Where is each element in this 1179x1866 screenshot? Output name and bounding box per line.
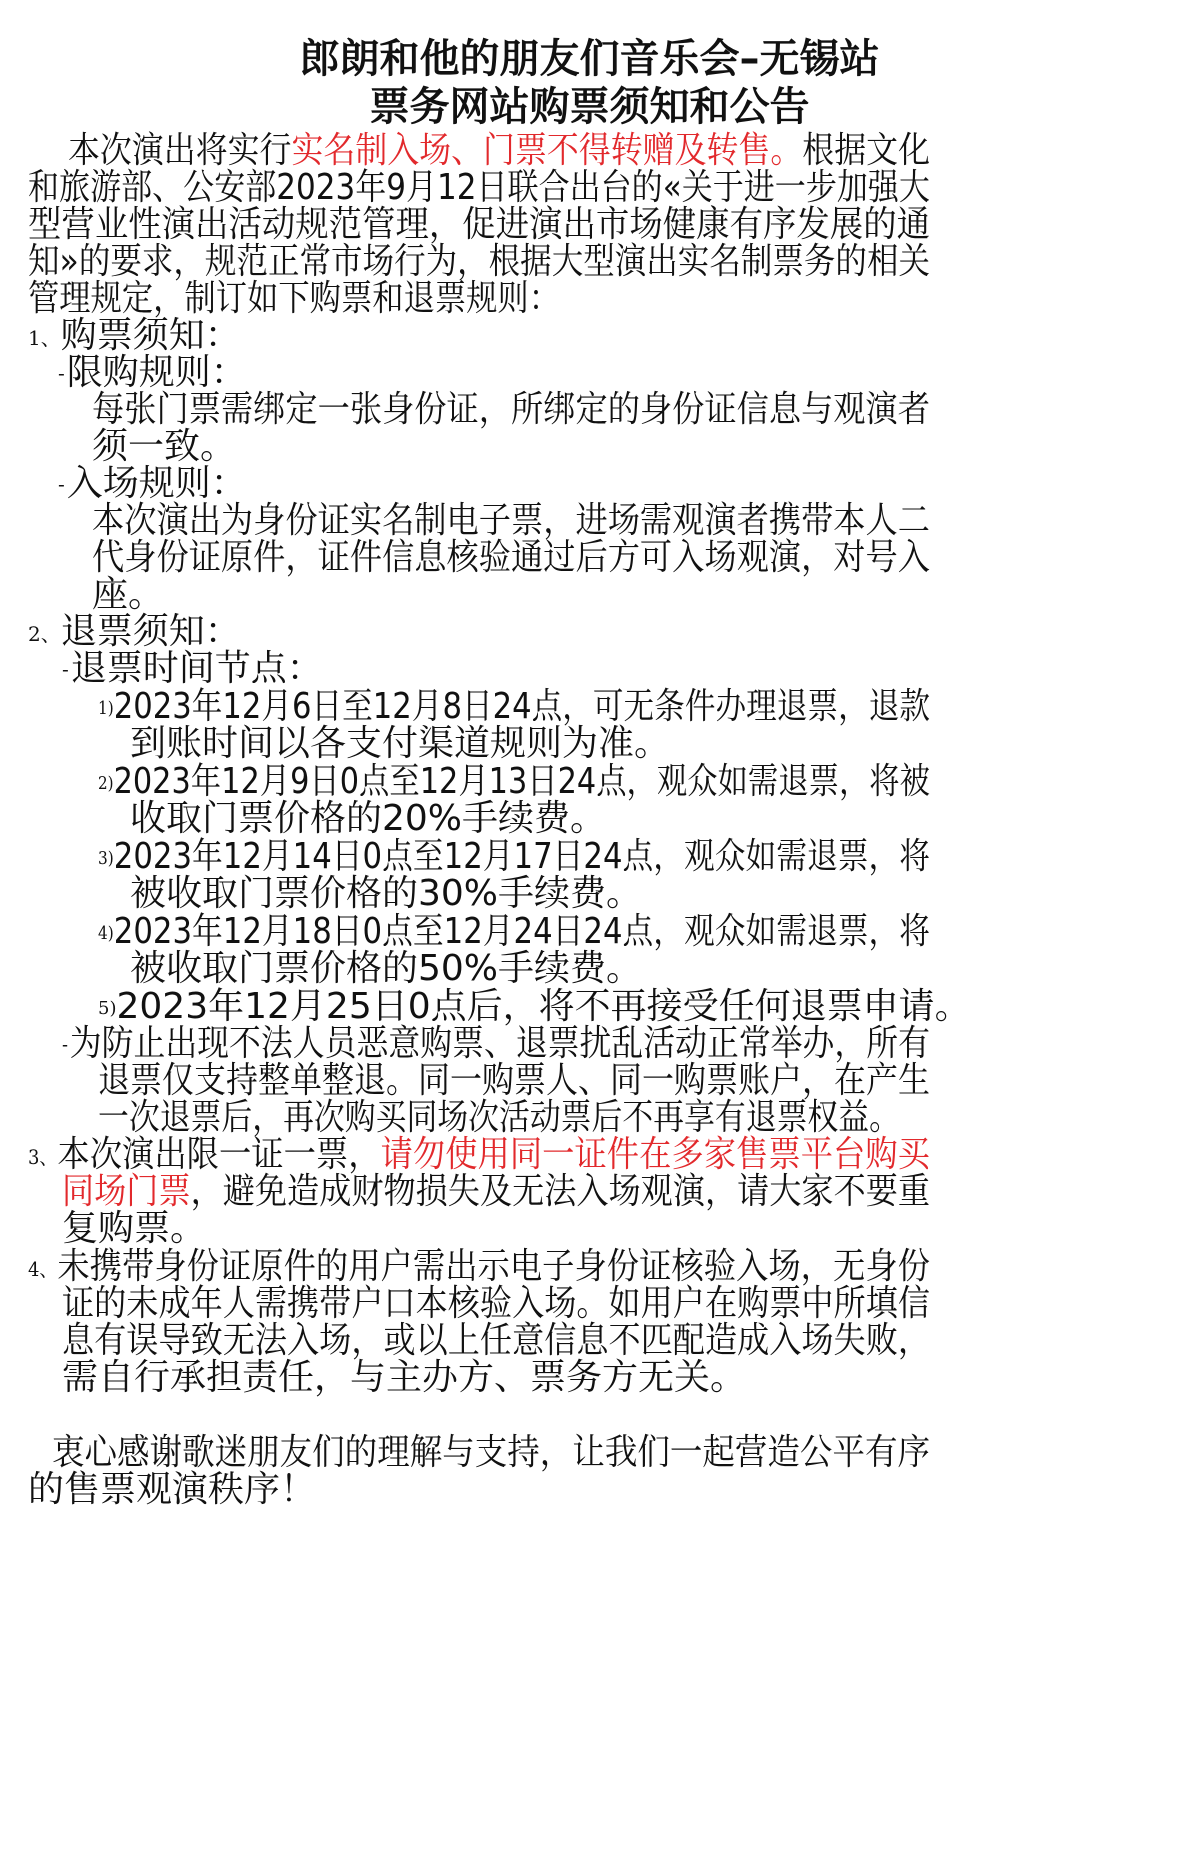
highlighted-text: 请勿使用同一证件在多家售票平台购买 bbox=[380, 1134, 930, 1175]
list-marker: 5) bbox=[98, 998, 117, 1019]
text-segment: 2023年12月25日0点后，将不再接受任何退票申请。 bbox=[116, 986, 971, 1027]
text-segment: 未携带身份证原件的用户需出示电子身份证核验入场，无身份 bbox=[57, 1246, 930, 1287]
text-segment: 到账时间以各支付渠道规则为准。 bbox=[130, 723, 671, 764]
text-segment: 知»的要求，规范正常市场行为，根据大型演出实名制票务的相关 bbox=[28, 241, 930, 282]
document-subtitle: 票务网站购票须知和公告 bbox=[369, 84, 810, 130]
text-segment: 2023年12月9日0点至12月13日24点，观众如需退票，将被 bbox=[113, 761, 930, 802]
list-marker: 4) bbox=[98, 923, 114, 944]
text-segment: 本次演出限一证一票， bbox=[57, 1134, 381, 1175]
list-marker: 2) bbox=[98, 773, 114, 794]
text-segment: 退票仅支持整单整退。同一购票人、同一购票账户，在产生 bbox=[98, 1060, 931, 1101]
text-segment: 型营业性演出活动规范管理，促进演出市场健康有序发展的通 bbox=[28, 204, 931, 245]
text-segment: 为防止出现不法人员恶意购票、退票扰乱活动正常举办，所有 bbox=[69, 1023, 930, 1064]
text-line bbox=[92, 535, 930, 581]
line-text bbox=[130, 723, 670, 764]
list-marker: - bbox=[62, 1032, 68, 1056]
text-segment: 本次演出将实行 bbox=[68, 130, 292, 171]
list-marker: - bbox=[58, 361, 65, 385]
text-segment: 座。 bbox=[92, 574, 165, 615]
document-title: 郎朗和他的朋友们音乐会–无锡站 bbox=[299, 36, 880, 82]
highlighted-text: 同场门票 bbox=[62, 1171, 191, 1212]
list-marker: 3、 bbox=[28, 1145, 58, 1169]
list-marker: 3) bbox=[98, 848, 114, 869]
line-text bbox=[28, 1469, 316, 1510]
text-segment: 一次退票后，再次购买同场次活动票后不再享有退票权益。 bbox=[98, 1097, 900, 1138]
text-segment: 入场规则： bbox=[66, 463, 247, 504]
text-segment: 退票须知： bbox=[60, 611, 241, 652]
text-segment: 收取门票价格的20%手续费。 bbox=[130, 798, 607, 839]
text-segment: 被收取门票价格的30%手续费。 bbox=[130, 873, 643, 914]
text-segment: 衷心感谢歌迷朋友们的理解与支持，让我们一起营造公平有序 bbox=[52, 1432, 931, 1473]
line-text bbox=[92, 537, 930, 578]
text-segment: 的售票观演秩序！ bbox=[28, 1469, 317, 1510]
line-text bbox=[130, 948, 642, 989]
text-segment: 息有误导致无法入场，或以上任意信息不匹配造成入场失败， bbox=[62, 1320, 931, 1361]
text-segment: 管理规定，制订如下购票和退票规则： bbox=[28, 278, 561, 319]
text-segment: 每张门票需绑定一张身份证，所绑定的身份证信息与观演者 bbox=[92, 389, 931, 430]
list-marker: 1、 bbox=[28, 326, 61, 350]
text-line bbox=[28, 1467, 316, 1513]
text-segment: ，避免造成财物损失及无法入场观演，请大家不要重 bbox=[190, 1171, 931, 1212]
text-segment: 须一致。 bbox=[92, 426, 237, 467]
line-text bbox=[62, 1357, 746, 1398]
text-segment: 复购票。 bbox=[62, 1208, 207, 1249]
line-text bbox=[130, 873, 642, 914]
text-segment: 和旅游部、公安部2023年9月12日联合出台的«关于进一步加强大 bbox=[28, 167, 930, 208]
text-segment: 根据文化 bbox=[802, 130, 931, 171]
text-line bbox=[62, 1355, 746, 1401]
text-segment: 代身份证原件，证件信息核验通过后方可入场观演，对号入 bbox=[92, 537, 931, 578]
text-segment: 需自行承担责任，与主办方、票务方无关。 bbox=[62, 1357, 747, 1398]
list-marker: 1) bbox=[98, 698, 114, 719]
list-marker: 4、 bbox=[28, 1257, 58, 1281]
text-segment: 证的未成年人需携带户口本核验入场。如用户在购票中所填信 bbox=[62, 1283, 931, 1324]
line-text bbox=[62, 1208, 206, 1249]
text-segment: 限购规则： bbox=[66, 352, 247, 393]
text-segment: 2023年12月6日至12月8日24点，可无条件办理退票，退款 bbox=[113, 686, 931, 727]
text-segment: 2023年12月14日0点至12月17日24点，观众如需退票，将 bbox=[113, 836, 931, 877]
line-text bbox=[71, 648, 323, 689]
highlighted-text: 实名制入场、门票不得转赠及转售。 bbox=[291, 130, 803, 171]
text-segment: 2023年12月18日0点至12月24日24点，观众如需退票，将 bbox=[113, 911, 931, 952]
text-segment: 购票须知： bbox=[60, 315, 241, 356]
text-segment: 被收取门票价格的50%手续费。 bbox=[130, 948, 643, 989]
line-text bbox=[130, 798, 606, 839]
text-segment: 本次演出为身份证实名制电子票，进场需观演者携带本人二 bbox=[92, 500, 931, 541]
list-marker: - bbox=[58, 472, 65, 496]
list-marker: 2、 bbox=[28, 622, 61, 646]
list-marker: - bbox=[62, 657, 69, 681]
text-segment: 退票时间节点： bbox=[70, 648, 323, 689]
